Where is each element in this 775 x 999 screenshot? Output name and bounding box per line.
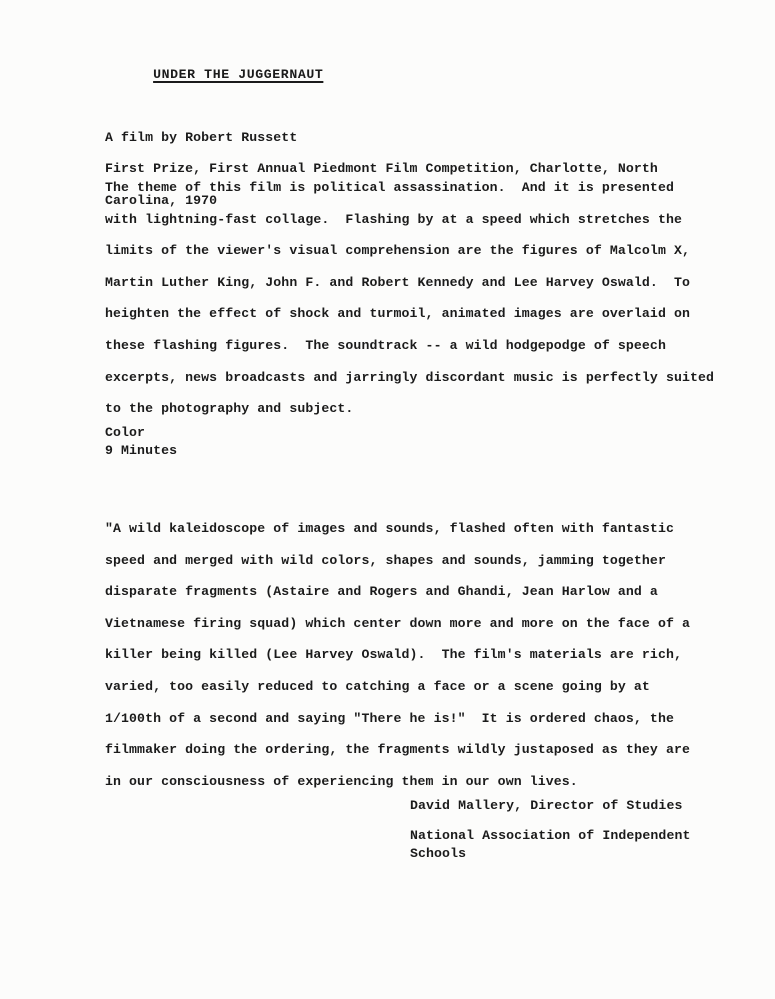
quote-line: "A wild kaleidoscope of images and sounds, flashed often with fantastic xyxy=(105,521,674,536)
attribution-org-line: National Association of Independent xyxy=(410,828,691,843)
synopsis-paragraph xyxy=(105,172,735,425)
byline: A film by Robert Russett xyxy=(105,129,298,145)
quote-line: varied, too easily reduced to catching a face or a scene going by at xyxy=(105,678,650,694)
synopsis-line: Martin Luther King, John F. and Robert Kennedy and Lee Harvey Oswald. To xyxy=(105,274,691,290)
runtime-label: 9 Minutes xyxy=(105,442,178,458)
attribution-org-line: Schools xyxy=(410,845,467,861)
format-label: Color xyxy=(105,425,146,440)
synopsis-line: with lightning-fast collage. Flashing by at a speed which stretches the xyxy=(105,211,682,227)
page-title-text: UNDER THE JUGGERNAUT xyxy=(153,66,324,82)
quote-line: 1/100th of a second and saying "There he is!" It is ordered chaos, the xyxy=(105,710,674,726)
synopsis-line: heighten the effect of shock and turmoil, animated images are overlaid on xyxy=(105,306,691,322)
award-line: Carolina, 1970 xyxy=(105,192,218,208)
synopsis-line: these flashing figures. The soundtrack -- a wild hodgepodge of speech xyxy=(105,337,666,353)
page-title xyxy=(105,27,735,122)
quote-line: Vietnamese firing squad) which center down more and more on the face of a xyxy=(105,615,691,631)
synopsis-line: to the photography and subject. xyxy=(105,401,354,417)
synopsis-line: The theme of this film is political assassination. And it is presented xyxy=(105,180,674,195)
synopsis-line: limits of the viewer's visual comprehension are the figures of Malcolm X, xyxy=(105,243,691,259)
attribution-organization xyxy=(410,827,750,862)
attribution-name-line: David Mallery, Director of Studies xyxy=(410,798,683,813)
quote-line: in our consciousness of experiencing them in our own lives. xyxy=(105,773,578,789)
synopsis-line: excerpts, news broadcasts and jarringly discordant music is perfectly suited xyxy=(105,369,715,385)
format-block xyxy=(105,424,735,459)
quote-line: killer being killed (Lee Harvey Oswald). The film's materials are rich, xyxy=(105,647,682,663)
award-line: First Prize, First Annual Piedmont Film Competition, Charlotte, North xyxy=(105,161,658,177)
quote-line: disparate fragments (Astaire and Rogers and Ghandi, Jean Harlow and a xyxy=(105,584,658,600)
quote-line: speed and merged with wild colors, shapes and sounds, jamming together xyxy=(105,552,666,568)
review-quote-paragraph xyxy=(105,513,735,797)
attribution-name xyxy=(410,790,750,822)
quote-line: filmmaker doing the ordering, the fragments wildly justaposed as they are xyxy=(105,742,691,758)
